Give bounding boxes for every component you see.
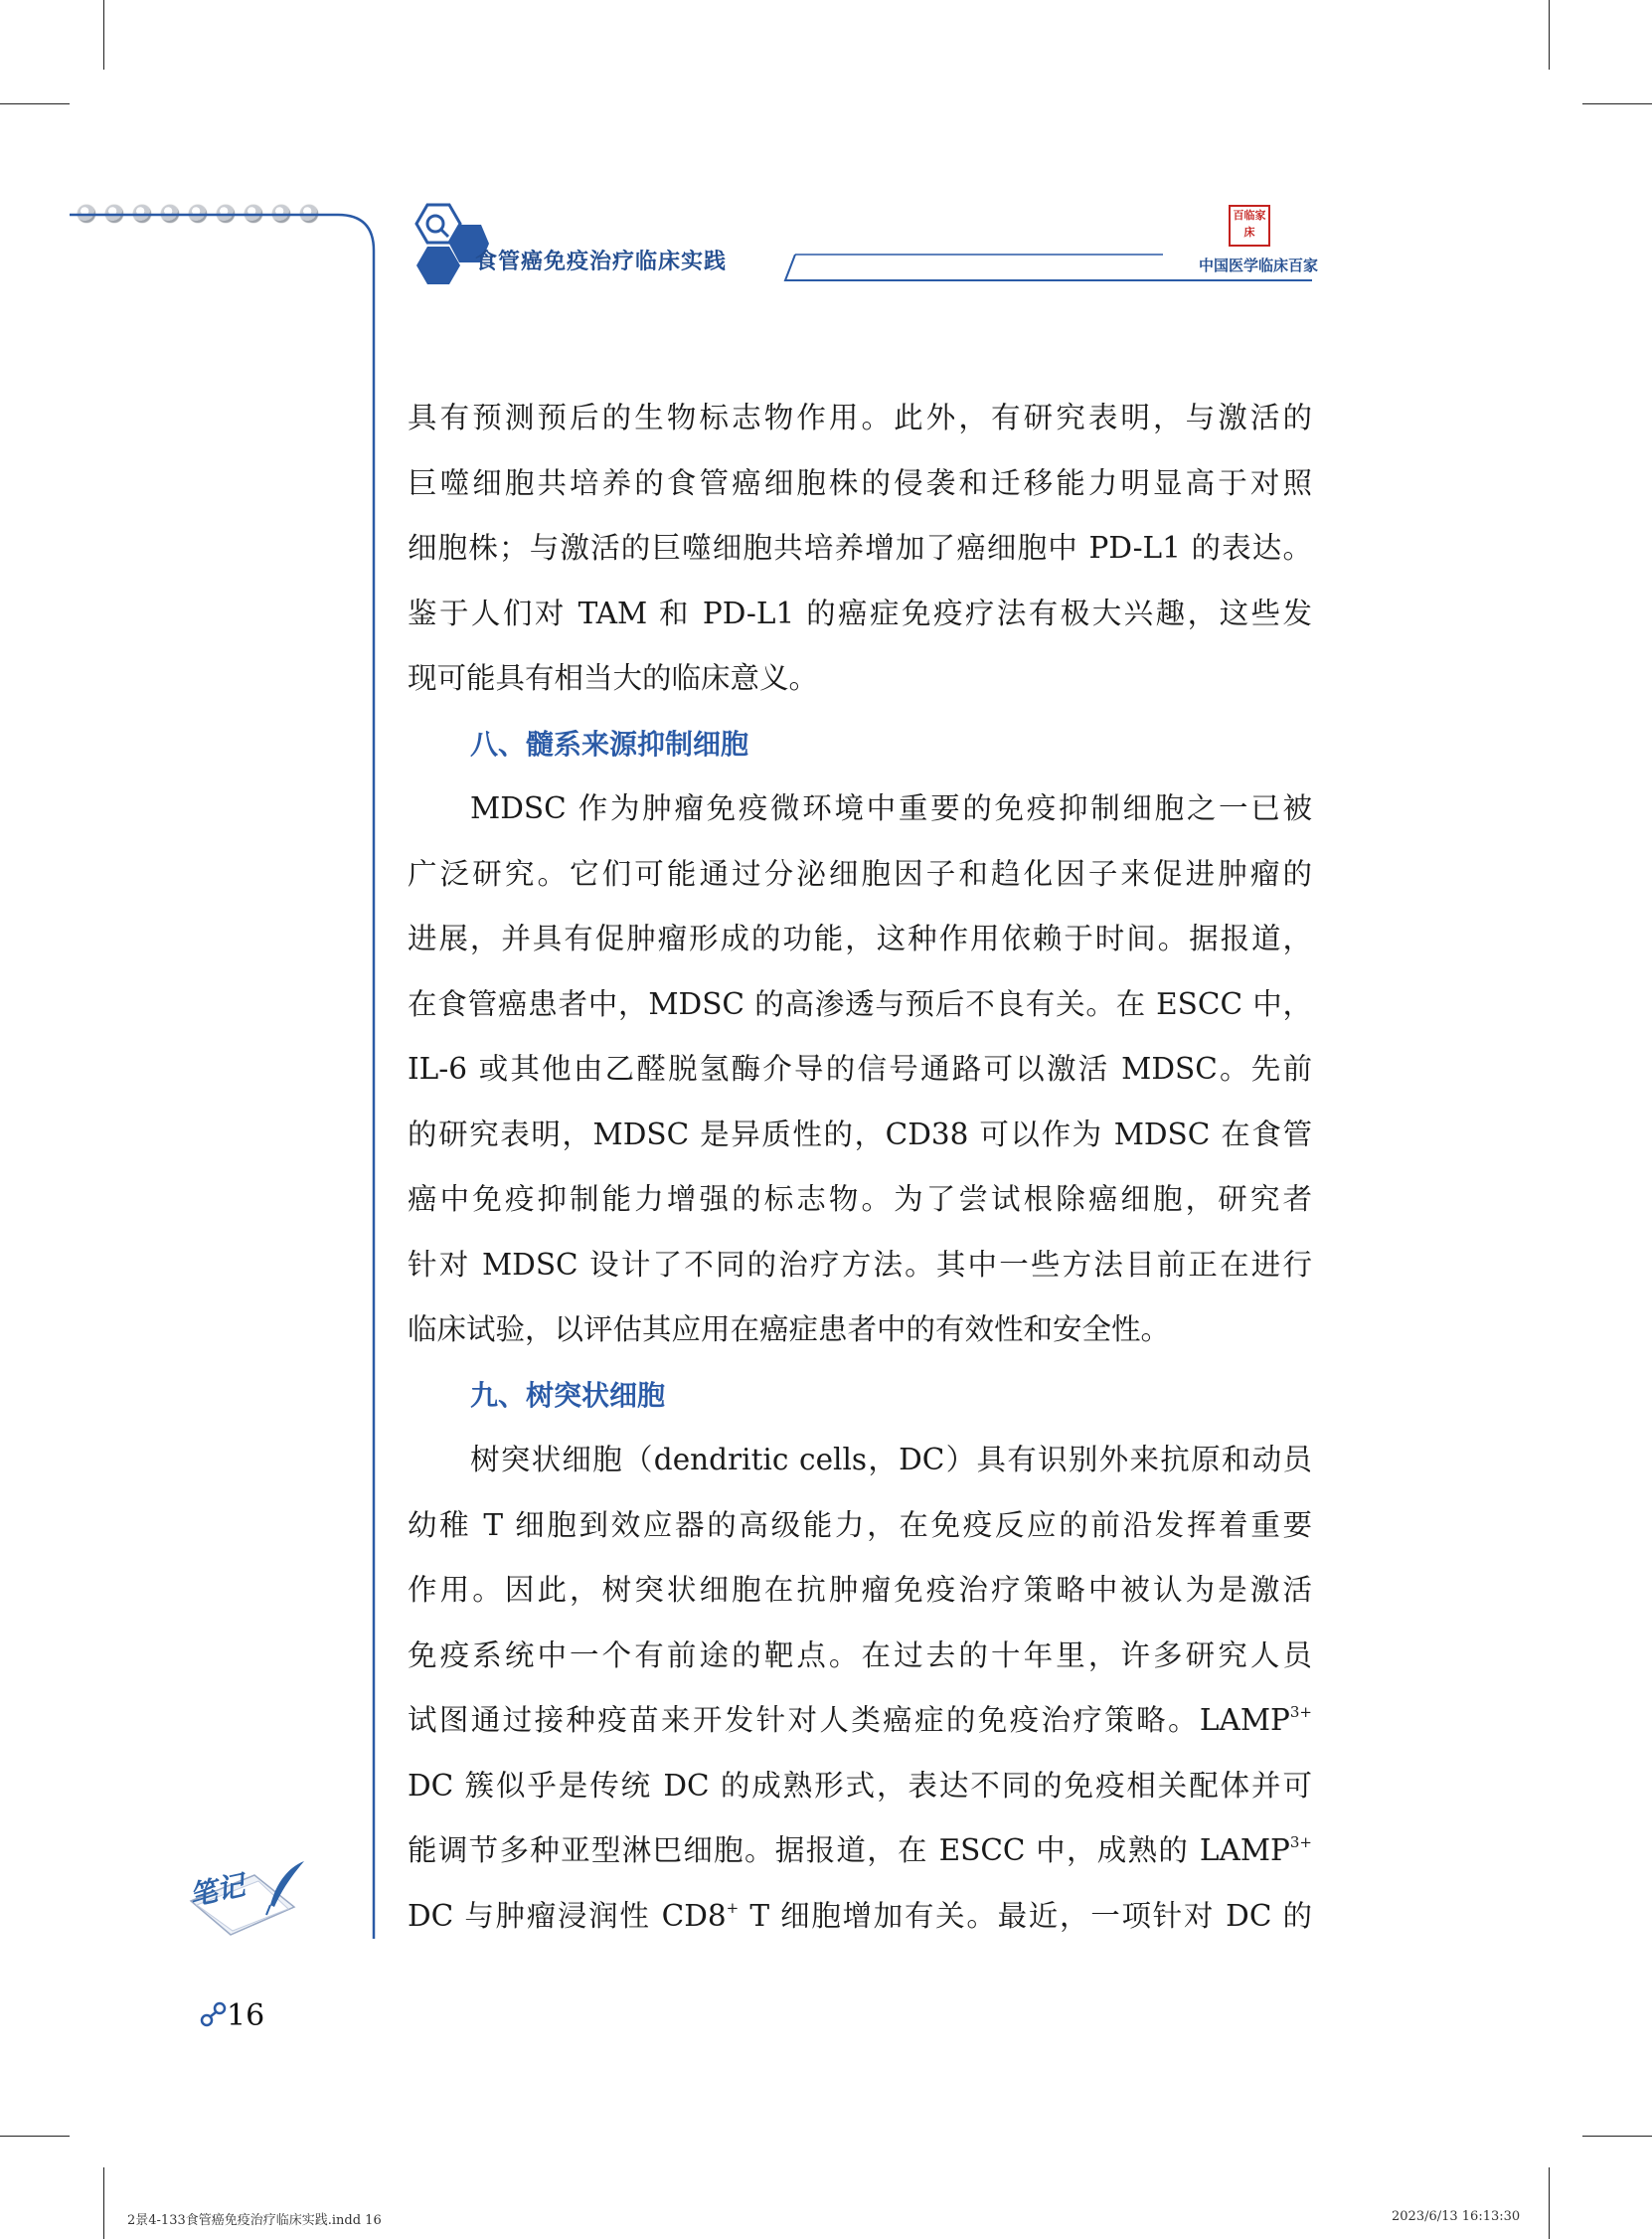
text-run: T 细胞增加有关。最近，一项针对 DC 的	[739, 1898, 1312, 1933]
text-line	[408, 1818, 1312, 1884]
text-line: 现可能具有相当大的临床意义。	[408, 661, 819, 695]
superscript: 3+	[1289, 1703, 1312, 1721]
text-line: MDSC 作为肿瘤免疫微环境中重要的免疫抑制细胞之一已被	[470, 791, 1312, 825]
text-line: 在食管癌患者中，MDSC 的高渗透与预后不良有关。在 ESCC 中，	[408, 986, 1312, 1021]
text-line: IL-6 或其他由乙醛脱氢酶介导的信号通路可以激活 MDSC。先前	[408, 1052, 1312, 1086]
text-line: 进展，并具有促肿瘤形成的功能，这种作用依赖于时间。据报道，	[408, 922, 1312, 955]
text-run: DC 与肿瘤浸润性 CD8	[408, 1898, 727, 1933]
page-number: 16	[227, 1998, 265, 2033]
text-line	[408, 1884, 1312, 1950]
text-line: 针对 MDSC 设计了不同的治疗方法。其中一些方法目前正在进行	[408, 1247, 1312, 1282]
footer-timestamp: 2023/6/13 16:13:30	[1392, 2209, 1521, 2224]
text-line: 鉴于人们对 TAM 和 PD-L1 的癌症免疫疗法有极大兴趣，这些发	[408, 596, 1312, 630]
notes-label: 笔记	[186, 1868, 248, 1913]
text-line: 幼稚 T 细胞到效应器的高级能力，在免疫反应的前沿发挥着重要	[408, 1507, 1312, 1542]
book-title: 食管癌免疫治疗临床实践	[475, 250, 728, 274]
series-seal: 百临家床	[1229, 205, 1270, 247]
text-line: 免疫系统中一个有前途的靶点。在过去的十年里，许多研究人员	[408, 1637, 1312, 1672]
superscript: 3+	[1289, 1833, 1312, 1851]
text-line: 细胞株；与激活的巨噬细胞共培养增加了癌细胞中 PD-L1 的表达。	[408, 531, 1312, 565]
text-line	[408, 1688, 1312, 1754]
text-line: 临床试验，以评估其应用在癌症患者中的有效性和安全性。	[408, 1312, 1171, 1346]
section-heading: 八、髓系来源抑制细胞	[470, 727, 749, 761]
text-line: DC 簇似乎是传统 DC 的成熟形式，表达不同的免疫相关配体并可	[408, 1768, 1312, 1803]
text-line: 癌中免疫抑制能力增强的标志物。为了尝试根除癌细胞，研究者	[408, 1182, 1312, 1216]
superscript: +	[726, 1898, 740, 1917]
page-number-ornament-icon	[199, 2000, 229, 2030]
text-line: 作用。因此，树突状细胞在抗肿瘤免疫治疗策略中被认为是激活	[408, 1573, 1312, 1607]
text-line: 的研究表明，MDSC 是异质性的，CD38 可以作为 MDSC 在食管	[408, 1117, 1312, 1151]
text-run: 试图通过接种疫苗来开发针对人类癌症的免疫治疗策略。LAMP	[408, 1703, 1290, 1737]
footer-file-name: 2景4-133食管癌免疫治疗临床实践.indd 16	[127, 2213, 382, 2228]
quill-icon	[260, 1857, 310, 1917]
series-name: 中国医学临床百家	[1198, 257, 1318, 274]
text-line: 具有预测预后的生物标志物作用。此外，有研究表明，与激活的	[408, 401, 1312, 434]
text-line: 巨噬细胞共培养的食管癌细胞株的侵袭和迁移能力明显高于对照	[408, 465, 1312, 500]
section-heading: 九、树突状细胞	[470, 1378, 666, 1412]
text-run: 能调节多种亚型淋巴细胞。据报道，在 ESCC 中，成熟的 LAMP	[408, 1833, 1290, 1867]
text-line: 树突状细胞（dendritic cells，DC）具有识别外来抗原和动员	[470, 1443, 1312, 1476]
page-body	[408, 386, 1312, 1949]
text-line: 广泛研究。它们可能通过分泌细胞因子和趋化因子来促进肿瘤的	[408, 856, 1312, 891]
